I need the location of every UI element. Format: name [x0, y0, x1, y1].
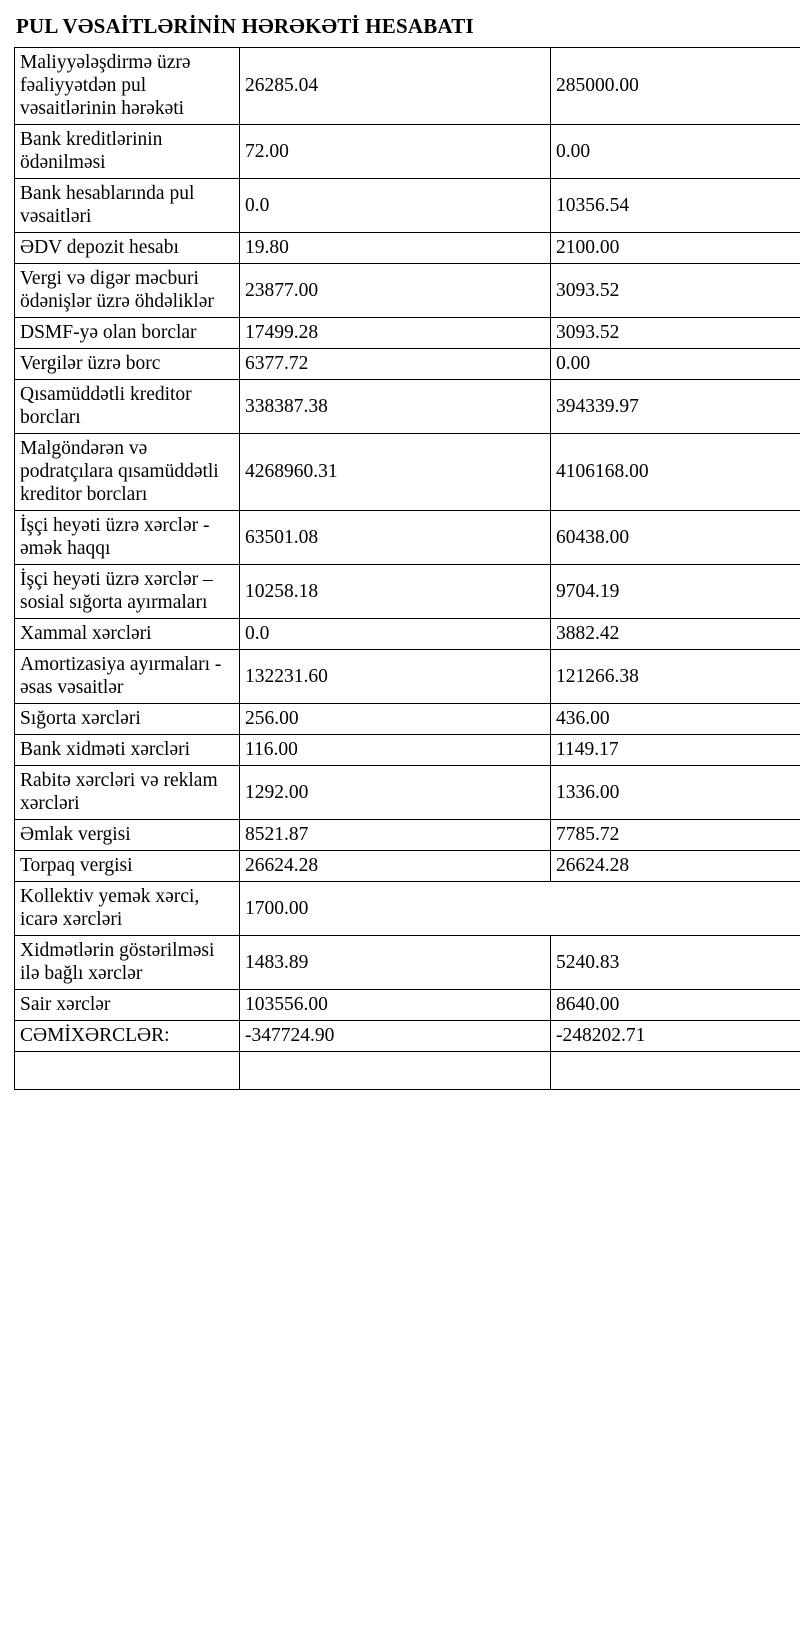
row-value-2: 0.00 [551, 125, 800, 179]
row-value-1: 0.0 [240, 619, 551, 650]
row-label: DSMF-yə olan borclar [15, 318, 240, 349]
row-value-2: 2100.00 [551, 233, 800, 264]
row-label: Rabitə xərcləri və reklam xərcləri [15, 766, 240, 820]
table-row [15, 233, 800, 264]
table-row [15, 735, 800, 766]
row-label: İşçi heyəti üzrə xərclər – sosial sığorta ayırmaları [15, 565, 240, 619]
row-value-2: 5240.83 [551, 936, 800, 990]
page-title: PUL VƏSAİTLƏRİNİN HƏRƏKƏTİ HESABATI [16, 14, 474, 38]
row-value-2: 436.00 [551, 704, 800, 735]
table-row [15, 125, 800, 179]
row-value-1: 23877.00 [240, 264, 551, 318]
table-body [15, 48, 800, 1090]
row-value-1-total: -347724.90 [240, 1021, 551, 1052]
row-value-1: 0.0 [240, 179, 551, 233]
table-row [15, 264, 800, 318]
row-value-1: 19.80 [240, 233, 551, 264]
row-value-1: 256.00 [240, 704, 551, 735]
row-label: Malgöndərən və podratçılara qısamüddətli kreditor borcları [15, 434, 240, 511]
row-value-1: 116.00 [240, 735, 551, 766]
row-value-2: 8640.00 [551, 990, 800, 1021]
row-value-1: 63501.08 [240, 511, 551, 565]
row-label: Sığorta xərcləri [15, 704, 240, 735]
table-row [15, 704, 800, 735]
row-value-1: 6377.72 [240, 349, 551, 380]
row-value-2: 7785.72 [551, 820, 800, 851]
table-row [15, 820, 800, 851]
row-value-1: 132231.60 [240, 650, 551, 704]
table-row [15, 318, 800, 349]
row-value-2: 3093.52 [551, 264, 800, 318]
table-row [15, 936, 800, 990]
row-value-1: 103556.00 [240, 990, 551, 1021]
row-value-2: 0.00 [551, 349, 800, 380]
row-label: Kollektiv yemək xərci, icarə xərcləri [15, 882, 240, 936]
row-label: Bank hesablarında pul vəsaitləri [15, 179, 240, 233]
table-row [15, 48, 800, 125]
empty-cell-2 [240, 1052, 551, 1090]
row-label: Bank kreditlərinin ödənilməsi [15, 125, 240, 179]
table-row [15, 511, 800, 565]
row-label: Xidmətlərin göstərilməsi ilə bağlı xərclər [15, 936, 240, 990]
table-row-empty [15, 1052, 800, 1090]
row-label: Sair xərclər [15, 990, 240, 1021]
row-value-2: 3093.52 [551, 318, 800, 349]
row-value-1: 17499.28 [240, 318, 551, 349]
row-value-2: 121266.38 [551, 650, 800, 704]
row-value-2: 4106168.00 [551, 434, 800, 511]
table-row [15, 565, 800, 619]
row-value-1: 1292.00 [240, 766, 551, 820]
row-value-1: 8521.87 [240, 820, 551, 851]
row-label: Xammal xərcləri [15, 619, 240, 650]
row-value-1: 1483.89 [240, 936, 551, 990]
table-row [15, 650, 800, 704]
row-label: Vergilər üzrə borc [15, 349, 240, 380]
table-row [15, 766, 800, 820]
row-label: İşçi heyəti üzrə xərclər - əmək haqqı [15, 511, 240, 565]
row-value-2: 1149.17 [551, 735, 800, 766]
row-value-2: 3882.42 [551, 619, 800, 650]
row-value-2: 10356.54 [551, 179, 800, 233]
row-label: Amortizasiya ayırmaları - əsas vəsaitlər [15, 650, 240, 704]
row-label: Qısamüddətli kreditor borcları [15, 380, 240, 434]
row-value-1: 338387.38 [240, 380, 551, 434]
row-label: Bank xidməti xərcləri [15, 735, 240, 766]
row-label-total: CƏMİXƏRCLƏR: [15, 1021, 240, 1052]
cash-flow-table [14, 47, 800, 1090]
row-label: Əmlak vergisi [15, 820, 240, 851]
empty-cell-3 [551, 1052, 800, 1090]
row-value-1: 26285.04 [240, 48, 551, 125]
empty-cell-1 [15, 1052, 240, 1090]
row-value-2: 394339.97 [551, 380, 800, 434]
row-value-2: 285000.00 [551, 48, 800, 125]
row-value-1: 26624.28 [240, 851, 551, 882]
row-label: Torpaq vergisi [15, 851, 240, 882]
row-value-1: 1700.00 [240, 882, 800, 936]
table-row [15, 434, 800, 511]
row-value-1: 10258.18 [240, 565, 551, 619]
row-value-2: 1336.00 [551, 766, 800, 820]
table-row-merged [15, 882, 800, 936]
row-value-2: 9704.19 [551, 565, 800, 619]
table-row [15, 349, 800, 380]
table-row [15, 990, 800, 1021]
table-row [15, 380, 800, 434]
table-row [15, 619, 800, 650]
row-value-1: 4268960.31 [240, 434, 551, 511]
row-value-2: 26624.28 [551, 851, 800, 882]
row-label: Vergi və digər məcburi ödənişlər üzrə öhdəliklər [15, 264, 240, 318]
row-value-2-total: -248202.71 [551, 1021, 800, 1052]
table-row [15, 851, 800, 882]
table-row [15, 179, 800, 233]
table-row-total [15, 1021, 800, 1052]
row-value-2: 60438.00 [551, 511, 800, 565]
row-value-1: 72.00 [240, 125, 551, 179]
row-label: Maliyyələşdirmə üzrə fəaliyyətdən pul vəsaitlərinin hərəkəti [15, 48, 240, 125]
row-label: ƏDV depozit hesabı [15, 233, 240, 264]
